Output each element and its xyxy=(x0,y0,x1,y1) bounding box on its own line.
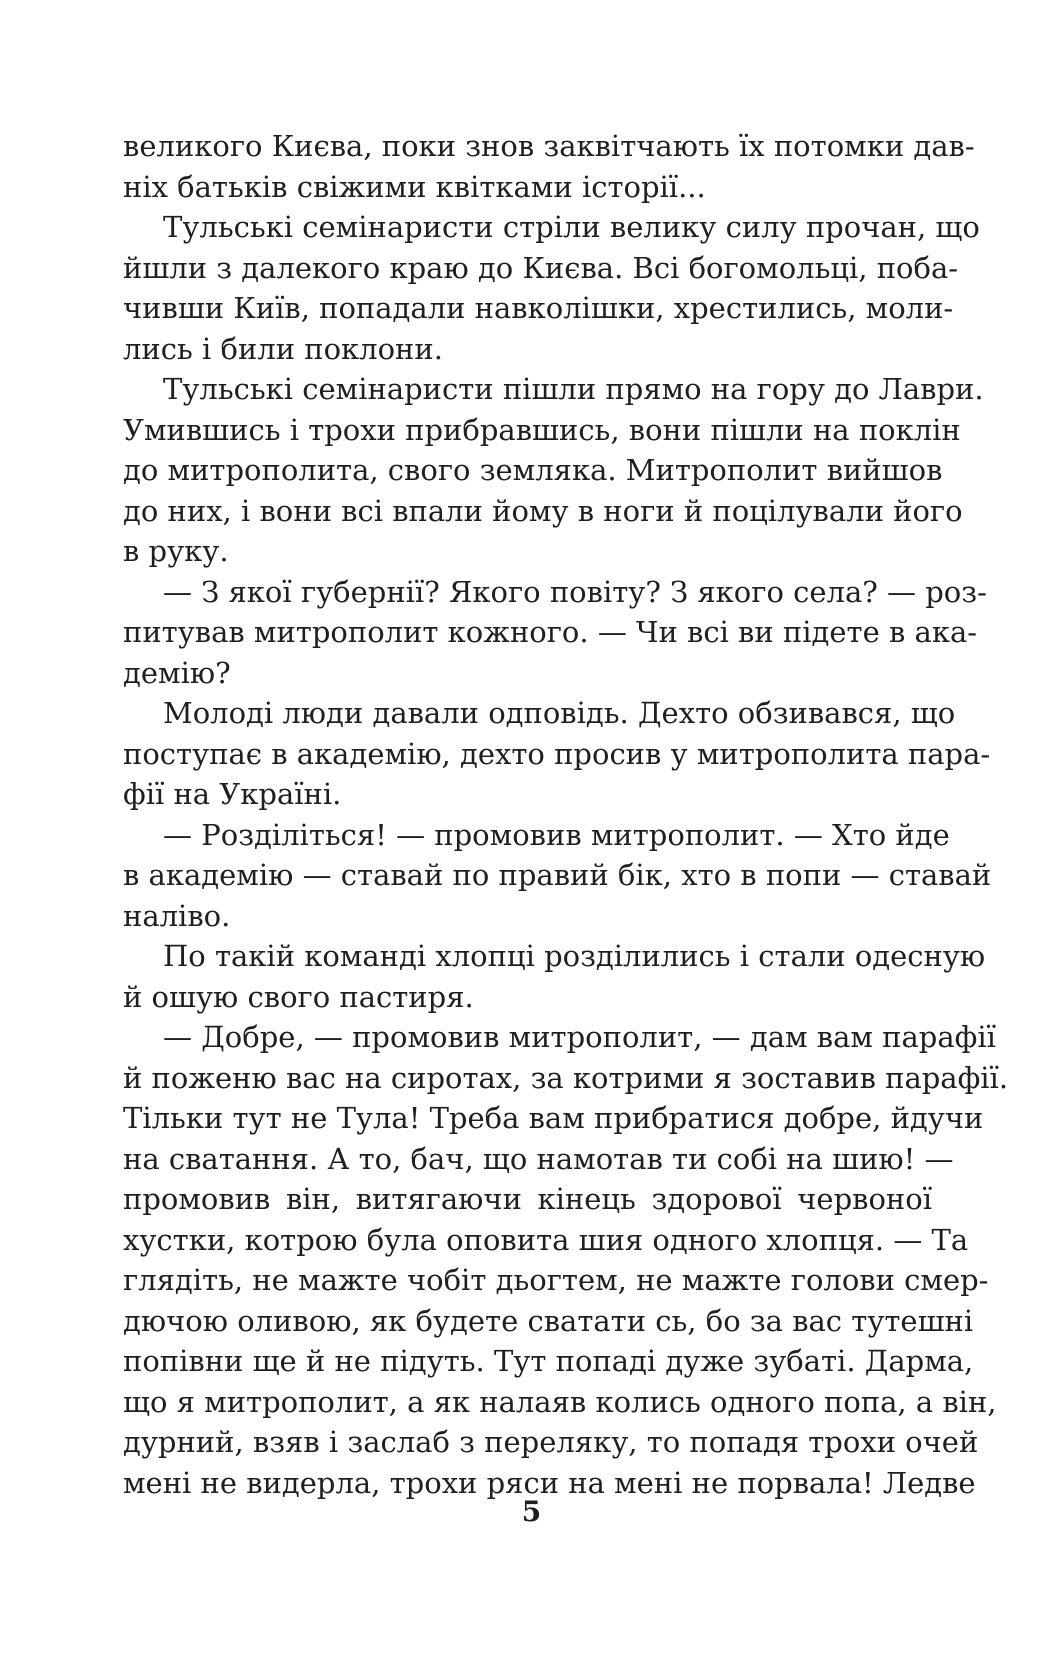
text-line: дурний, взяв і заслаб з переляку, то попадя трохи очей xyxy=(123,1425,979,1459)
text-line: поступає в академію, дехто просив у митрополита пара- xyxy=(123,736,991,771)
text-line: на сватання. А то, бач, що намотав ти собі на шию! — xyxy=(123,1141,954,1176)
paragraph-start-line: Тульські семінаристи стріли велику силу прочан, що xyxy=(163,210,980,244)
text-line: йшли з далекого краю до Києва. Всі богомольці, поба- xyxy=(123,250,959,285)
paragraph-start-line: — З якої губернії? Якого повіту? З якого села? — роз- xyxy=(163,574,987,609)
text-line: фії на Україні. xyxy=(123,777,342,811)
text-line: питував митрополит кожного. — Чи всі ви підете в ака- xyxy=(123,615,978,649)
text-line: промовив він, витягаючи кінець здорової червоної xyxy=(123,1182,932,1216)
paragraph-start-line: — Добре, — промовив митрополит, — дам вам парафії xyxy=(163,1020,996,1054)
paragraph-start-line: По такій команді хлопці розділились і стали одесную xyxy=(163,939,986,973)
text-line: великого Києва, поки знов заквітчають їх потомки дав- xyxy=(123,129,975,163)
text-line: глядіть, не мажте чобіт дьогтем, не мажте голови смер- xyxy=(123,1263,989,1297)
text-line: Тільки тут не Тула! Треба вам прибратися добре, йдучи xyxy=(123,1101,984,1135)
text-line: до них, і вони всі впали йому в ноги й поцілували його xyxy=(123,493,963,528)
paragraph-start-line: Тульські семінаристи пішли прямо на гору до Лаври. xyxy=(163,372,984,406)
text-line: в руку. xyxy=(123,534,229,568)
text-line: лись і били поклони. xyxy=(123,331,443,366)
body-text xyxy=(123,126,1009,1503)
text-line: Умившись і трохи прибравшись, вони пішли на поклін xyxy=(123,412,961,447)
text-line: ніх батьків свіжими квітками історії... xyxy=(123,169,706,204)
text-line: попівни ще й не підуть. Тут попаді дуже зубаті. Дарма, xyxy=(123,1344,974,1378)
text-line: й поженю вас на сиротах, за котрими я зоставив парафії. xyxy=(123,1060,1009,1095)
text-line: хустки, котрою була оповита шия одного хлопця. — Та xyxy=(123,1222,969,1257)
text-line: мені не видерла, трохи ряси на мені не порвала! Ледве xyxy=(123,1465,976,1500)
page-number: 5 xyxy=(521,1495,542,1528)
text-line: що я митрополит, а як налаяв колись одного попа, а він, xyxy=(123,1384,997,1419)
text-line: наліво. xyxy=(123,898,231,933)
text-line: й ошую свого пастиря. xyxy=(123,979,474,1014)
text-line: чивши Київ, попадали навколішки, хрестились, моли- xyxy=(123,291,954,325)
paragraph-start-line: Молоді люди давали одповідь. Дехто обзивався, що xyxy=(163,696,956,730)
text-line: в академію — ставай по правий бік, хто в попи — ставай xyxy=(123,858,992,892)
text-line: до митрополита, свого земляка. Митрополит вийшов xyxy=(123,453,943,487)
text-line: демію? xyxy=(123,655,231,690)
paragraph-start-line: — Розділіться! — промовив митрополит. — Хто йде xyxy=(163,817,950,852)
text-line: дючою оливою, як будете сватати сь, бо за вас тутешні xyxy=(123,1303,974,1338)
